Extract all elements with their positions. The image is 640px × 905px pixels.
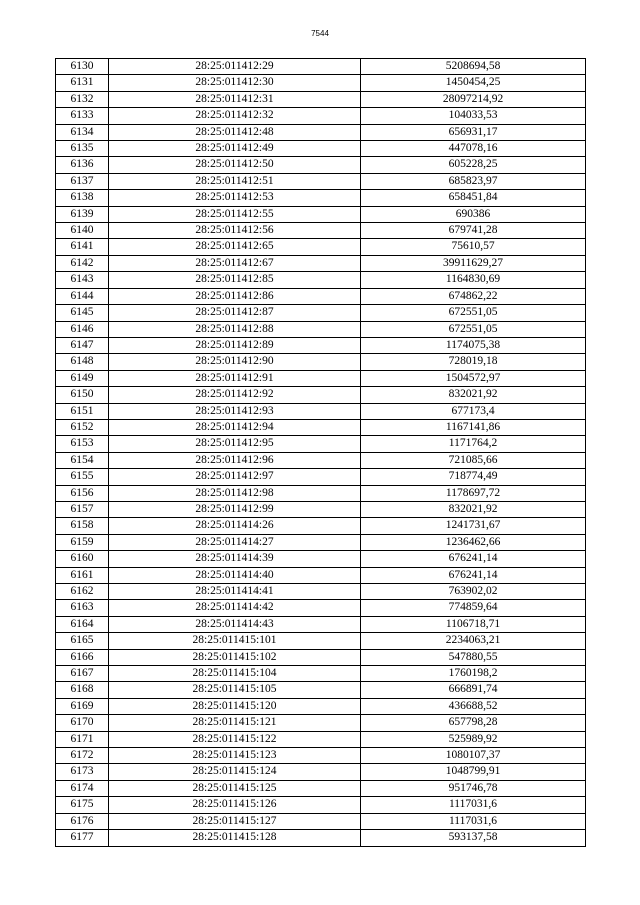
table-row xyxy=(56,75,586,91)
row-number-cell: 6136 xyxy=(56,157,109,173)
value-cell: 1174075,38 xyxy=(361,337,586,353)
cadastral-number-cell: 28:25:011412:99 xyxy=(109,501,361,517)
cadastral-number-cell: 28:25:011415:120 xyxy=(109,698,361,714)
row-number-cell: 6139 xyxy=(56,206,109,222)
value-cell: 75610,57 xyxy=(361,239,586,255)
value-cell: 104033,53 xyxy=(361,108,586,124)
value-cell: 1236462,66 xyxy=(361,534,586,550)
row-number-cell: 6145 xyxy=(56,305,109,321)
cadastral-number-cell: 28:25:011412:95 xyxy=(109,436,361,452)
table-row xyxy=(56,830,586,846)
cadastral-number-cell: 28:25:011415:125 xyxy=(109,780,361,796)
value-cell: 721085,66 xyxy=(361,452,586,468)
value-cell: 832021,92 xyxy=(361,387,586,403)
table-row xyxy=(56,501,586,517)
value-cell: 1171764,2 xyxy=(361,436,586,452)
cadastral-number-cell: 28:25:011412:65 xyxy=(109,239,361,255)
table-row xyxy=(56,272,586,288)
cadastral-number-cell: 28:25:011414:26 xyxy=(109,518,361,534)
row-number-cell: 6163 xyxy=(56,600,109,616)
table-row xyxy=(56,797,586,813)
row-number-cell: 6174 xyxy=(56,780,109,796)
value-cell: 593137,58 xyxy=(361,830,586,846)
table-row xyxy=(56,731,586,747)
value-cell: 1241731,67 xyxy=(361,518,586,534)
table-row xyxy=(56,157,586,173)
table-row xyxy=(56,206,586,222)
table-row xyxy=(56,239,586,255)
row-number-cell: 6133 xyxy=(56,108,109,124)
cadastral-number-cell: 28:25:011412:67 xyxy=(109,255,361,271)
table-row xyxy=(56,436,586,452)
row-number-cell: 6173 xyxy=(56,764,109,780)
value-cell: 447078,16 xyxy=(361,141,586,157)
row-number-cell: 6150 xyxy=(56,387,109,403)
row-number-cell: 6172 xyxy=(56,748,109,764)
table-row xyxy=(56,633,586,649)
row-number-cell: 6154 xyxy=(56,452,109,468)
value-cell: 436688,52 xyxy=(361,698,586,714)
cadastral-number-cell: 28:25:011412:90 xyxy=(109,354,361,370)
row-number-cell: 6161 xyxy=(56,567,109,583)
value-cell: 656931,17 xyxy=(361,124,586,140)
cadastral-number-cell: 28:25:011414:40 xyxy=(109,567,361,583)
row-number-cell: 6141 xyxy=(56,239,109,255)
table-row xyxy=(56,452,586,468)
table-row xyxy=(56,337,586,353)
row-number-cell: 6153 xyxy=(56,436,109,452)
value-cell: 676241,14 xyxy=(361,567,586,583)
table-row xyxy=(56,59,586,75)
table-row xyxy=(56,567,586,583)
row-number-cell: 6149 xyxy=(56,370,109,386)
row-number-cell: 6152 xyxy=(56,419,109,435)
row-number-cell: 6140 xyxy=(56,223,109,239)
cadastral-number-cell: 28:25:011412:87 xyxy=(109,305,361,321)
value-cell: 2234063,21 xyxy=(361,633,586,649)
cadastral-number-cell: 28:25:011412:50 xyxy=(109,157,361,173)
table-row xyxy=(56,223,586,239)
value-cell: 1164830,69 xyxy=(361,272,586,288)
table-row xyxy=(56,91,586,107)
table-row xyxy=(56,305,586,321)
row-number-cell: 6144 xyxy=(56,288,109,304)
row-number-cell: 6170 xyxy=(56,715,109,731)
cadastral-number-cell: 28:25:011415:127 xyxy=(109,813,361,829)
cadastral-number-cell: 28:25:011412:98 xyxy=(109,485,361,501)
table-row xyxy=(56,584,586,600)
cadastral-number-cell: 28:25:011412:31 xyxy=(109,91,361,107)
row-number-cell: 6146 xyxy=(56,321,109,337)
row-number-cell: 6142 xyxy=(56,255,109,271)
table-row xyxy=(56,764,586,780)
cadastral-number-cell: 28:25:011414:41 xyxy=(109,584,361,600)
table-row xyxy=(56,485,586,501)
value-cell: 1178697,72 xyxy=(361,485,586,501)
cadastral-number-cell: 28:25:011415:101 xyxy=(109,633,361,649)
row-number-cell: 6151 xyxy=(56,403,109,419)
value-cell: 1048799,91 xyxy=(361,764,586,780)
table-row xyxy=(56,780,586,796)
cadastral-number-cell: 28:25:011412:86 xyxy=(109,288,361,304)
cadastral-number-cell: 28:25:011415:102 xyxy=(109,649,361,665)
table-row xyxy=(56,616,586,632)
value-cell: 666891,74 xyxy=(361,682,586,698)
value-cell: 672551,05 xyxy=(361,305,586,321)
value-cell: 1080107,37 xyxy=(361,748,586,764)
value-cell: 1504572,97 xyxy=(361,370,586,386)
row-number-cell: 6137 xyxy=(56,173,109,189)
cadastral-number-cell: 28:25:011412:53 xyxy=(109,190,361,206)
row-number-cell: 6132 xyxy=(56,91,109,107)
table-row xyxy=(56,682,586,698)
cadastral-number-cell: 28:25:011415:124 xyxy=(109,764,361,780)
value-cell: 674862,22 xyxy=(361,288,586,304)
row-number-cell: 6160 xyxy=(56,551,109,567)
table-row xyxy=(56,124,586,140)
table-row xyxy=(56,354,586,370)
row-number-cell: 6135 xyxy=(56,141,109,157)
value-cell: 28097214,92 xyxy=(361,91,586,107)
cadastral-number-cell: 28:25:011414:39 xyxy=(109,551,361,567)
row-number-cell: 6157 xyxy=(56,501,109,517)
row-number-cell: 6177 xyxy=(56,830,109,846)
cadastral-number-cell: 28:25:011412:48 xyxy=(109,124,361,140)
row-number-cell: 6138 xyxy=(56,190,109,206)
row-number-cell: 6158 xyxy=(56,518,109,534)
value-cell: 677173,4 xyxy=(361,403,586,419)
cadastral-number-cell: 28:25:011415:126 xyxy=(109,797,361,813)
row-number-cell: 6148 xyxy=(56,354,109,370)
value-cell: 690386 xyxy=(361,206,586,222)
page-number: 7544 xyxy=(311,29,329,38)
value-cell: 525989,92 xyxy=(361,731,586,747)
cadastral-number-cell: 28:25:011412:85 xyxy=(109,272,361,288)
cadastral-number-cell: 28:25:011412:56 xyxy=(109,223,361,239)
row-number-cell: 6131 xyxy=(56,75,109,91)
cadastral-number-cell: 28:25:011412:89 xyxy=(109,337,361,353)
cadastral-number-cell: 28:25:011412:32 xyxy=(109,108,361,124)
cadastral-number-cell: 28:25:011412:49 xyxy=(109,141,361,157)
value-cell: 1106718,71 xyxy=(361,616,586,632)
value-cell: 1450454,25 xyxy=(361,75,586,91)
row-number-cell: 6147 xyxy=(56,337,109,353)
value-cell: 718774,49 xyxy=(361,469,586,485)
table-row xyxy=(56,518,586,534)
value-cell: 728019,18 xyxy=(361,354,586,370)
value-cell: 547880,55 xyxy=(361,649,586,665)
value-cell: 672551,05 xyxy=(361,321,586,337)
row-number-cell: 6155 xyxy=(56,469,109,485)
cadastral-number-cell: 28:25:011414:43 xyxy=(109,616,361,632)
value-cell: 1117031,6 xyxy=(361,797,586,813)
row-number-cell: 6164 xyxy=(56,616,109,632)
row-number-cell: 6176 xyxy=(56,813,109,829)
cadastral-number-cell: 28:25:011412:30 xyxy=(109,75,361,91)
table-row xyxy=(56,551,586,567)
cadastral-number-cell: 28:25:011412:94 xyxy=(109,419,361,435)
table-row xyxy=(56,190,586,206)
cadastral-number-cell: 28:25:011412:29 xyxy=(109,59,361,75)
row-number-cell: 6134 xyxy=(56,124,109,140)
table-body xyxy=(56,59,586,847)
cadastral-number-cell: 28:25:011412:96 xyxy=(109,452,361,468)
value-cell: 832021,92 xyxy=(361,501,586,517)
table-row xyxy=(56,255,586,271)
table-row xyxy=(56,288,586,304)
table-row xyxy=(56,108,586,124)
row-number-cell: 6165 xyxy=(56,633,109,649)
table-row xyxy=(56,403,586,419)
cadastral-number-cell: 28:25:011412:93 xyxy=(109,403,361,419)
cadastral-number-cell: 28:25:011412:55 xyxy=(109,206,361,222)
row-number-cell: 6169 xyxy=(56,698,109,714)
table-row xyxy=(56,370,586,386)
table-row xyxy=(56,666,586,682)
cadastral-number-cell: 28:25:011415:123 xyxy=(109,748,361,764)
cadastral-number-cell: 28:25:011412:92 xyxy=(109,387,361,403)
table-row xyxy=(56,748,586,764)
cadastral-number-cell: 28:25:011415:121 xyxy=(109,715,361,731)
value-cell: 39911629,27 xyxy=(361,255,586,271)
cadastral-number-cell: 28:25:011414:42 xyxy=(109,600,361,616)
row-number-cell: 6168 xyxy=(56,682,109,698)
row-number-cell: 6159 xyxy=(56,534,109,550)
value-cell: 676241,14 xyxy=(361,551,586,567)
value-cell: 1167141,86 xyxy=(361,419,586,435)
row-number-cell: 6162 xyxy=(56,584,109,600)
table-row xyxy=(56,387,586,403)
cadastral-number-cell: 28:25:011415:104 xyxy=(109,666,361,682)
row-number-cell: 6171 xyxy=(56,731,109,747)
row-number-cell: 6166 xyxy=(56,649,109,665)
value-cell: 657798,28 xyxy=(361,715,586,731)
table-row xyxy=(56,469,586,485)
table-row xyxy=(56,649,586,665)
row-number-cell: 6167 xyxy=(56,666,109,682)
row-number-cell: 6156 xyxy=(56,485,109,501)
value-cell: 685823,97 xyxy=(361,173,586,189)
value-cell: 774859,64 xyxy=(361,600,586,616)
value-cell: 1117031,6 xyxy=(361,813,586,829)
row-number-cell: 6175 xyxy=(56,797,109,813)
table-row xyxy=(56,534,586,550)
table-row xyxy=(56,715,586,731)
value-cell: 5208694,58 xyxy=(361,59,586,75)
table-row xyxy=(56,321,586,337)
cadastral-number-cell: 28:25:011415:128 xyxy=(109,830,361,846)
table-row xyxy=(56,173,586,189)
value-cell: 951746,78 xyxy=(361,780,586,796)
table-row xyxy=(56,600,586,616)
table-row xyxy=(56,813,586,829)
row-number-cell: 6143 xyxy=(56,272,109,288)
cadastral-number-cell: 28:25:011412:97 xyxy=(109,469,361,485)
value-cell: 658451,84 xyxy=(361,190,586,206)
value-cell: 605228,25 xyxy=(361,157,586,173)
value-cell: 1760198,2 xyxy=(361,666,586,682)
table-row xyxy=(56,698,586,714)
cadastral-number-cell: 28:25:011415:122 xyxy=(109,731,361,747)
table-row xyxy=(56,141,586,157)
value-cell: 679741,28 xyxy=(361,223,586,239)
cadastral-number-cell: 28:25:011412:91 xyxy=(109,370,361,386)
row-number-cell: 6130 xyxy=(56,59,109,75)
cadastral-value-table xyxy=(55,58,586,847)
value-cell: 763902,02 xyxy=(361,584,586,600)
table-row xyxy=(56,419,586,435)
cadastral-number-cell: 28:25:011412:51 xyxy=(109,173,361,189)
cadastral-number-cell: 28:25:011412:88 xyxy=(109,321,361,337)
cadastral-number-cell: 28:25:011414:27 xyxy=(109,534,361,550)
cadastral-number-cell: 28:25:011415:105 xyxy=(109,682,361,698)
